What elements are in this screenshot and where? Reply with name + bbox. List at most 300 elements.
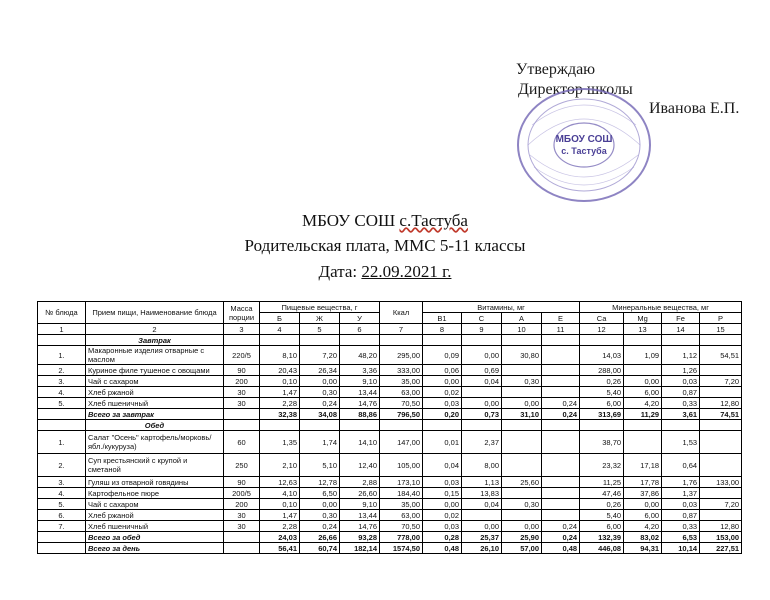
total-value: 10,14 xyxy=(662,543,700,554)
empty-cell xyxy=(38,543,86,554)
value-cell: 0,04 xyxy=(462,499,502,510)
total-value: 182,14 xyxy=(340,543,380,554)
value-cell xyxy=(542,454,580,477)
col-number: 10 xyxy=(502,324,542,335)
value-cell xyxy=(542,488,580,499)
value-cell: 1,13 xyxy=(462,477,502,488)
empty-cell xyxy=(462,420,502,431)
total-value: 88,86 xyxy=(340,409,380,420)
value-cell: 0,00 xyxy=(423,376,462,387)
empty-cell xyxy=(662,420,700,431)
value-cell: 0,87 xyxy=(662,510,700,521)
value-cell: 147,00 xyxy=(380,431,423,454)
value-cell: 0,00 xyxy=(300,376,340,387)
value-cell: 5,40 xyxy=(580,387,624,398)
value-cell: 4,20 xyxy=(624,398,662,409)
total-value: 796,50 xyxy=(380,409,423,420)
dish-number: 7. xyxy=(38,521,86,532)
dish-name: Макаронные изделия отварные с маслом xyxy=(86,346,224,365)
dish-name: Куриное филе тушеное с овощами xyxy=(86,365,224,376)
col-number: 11 xyxy=(542,324,580,335)
total-value: 0,20 xyxy=(423,409,462,420)
value-cell: 14,76 xyxy=(340,521,380,532)
empty-cell xyxy=(542,420,580,431)
value-cell: 6,00 xyxy=(580,521,624,532)
value-cell: 0,06 xyxy=(423,365,462,376)
value-cell: 9,10 xyxy=(340,499,380,510)
value-cell: 0,00 xyxy=(502,521,542,532)
value-cell: 2,88 xyxy=(340,477,380,488)
total-value: 227,51 xyxy=(700,543,742,554)
dish-number: 5. xyxy=(38,499,86,510)
dish-number: 1. xyxy=(38,431,86,454)
total-value: 60,74 xyxy=(300,543,340,554)
value-cell: 30,80 xyxy=(502,346,542,365)
value-cell: 9,10 xyxy=(340,376,380,387)
col-number: 1 xyxy=(38,324,86,335)
stamp-text-bottom: с. Тастуба xyxy=(561,146,607,156)
total-value: 11,29 xyxy=(624,409,662,420)
table-row xyxy=(38,376,742,387)
empty-cell xyxy=(380,420,423,431)
empty-cell xyxy=(580,420,624,431)
value-cell: 12,80 xyxy=(700,521,742,532)
dish-number: 3. xyxy=(38,376,86,387)
school-title xyxy=(0,211,770,231)
value-cell: 4,10 xyxy=(260,488,300,499)
value-cell: 7,20 xyxy=(700,376,742,387)
subtitle: Родительская плата, ММС 5-11 классы xyxy=(244,236,526,255)
value-cell: 0,24 xyxy=(542,521,580,532)
menu-table xyxy=(37,301,742,554)
dish-name: Хлеб ржаной xyxy=(86,387,224,398)
dish-name: Чай с сахаром xyxy=(86,376,224,387)
value-cell: 2,37 xyxy=(462,431,502,454)
value-cell: 3,36 xyxy=(340,365,380,376)
value-cell: 0,00 xyxy=(423,499,462,510)
col-number: 5 xyxy=(300,324,340,335)
value-cell xyxy=(502,387,542,398)
value-cell: 133,00 xyxy=(700,477,742,488)
section-label: Завтрак xyxy=(86,335,224,346)
value-cell: 173,10 xyxy=(380,477,423,488)
total-value: 24,03 xyxy=(260,532,300,543)
header-fe: Fe xyxy=(662,313,700,324)
value-cell xyxy=(502,431,542,454)
header-b1: В1 xyxy=(423,313,462,324)
value-cell: 0,00 xyxy=(300,499,340,510)
header-p: P xyxy=(700,313,742,324)
value-cell: 0,30 xyxy=(300,387,340,398)
value-cell xyxy=(542,499,580,510)
total-value: 6,53 xyxy=(662,532,700,543)
table-row xyxy=(38,398,742,409)
empty-cell xyxy=(224,543,260,554)
value-cell: 0,02 xyxy=(423,510,462,521)
value-cell: 70,50 xyxy=(380,521,423,532)
col-number: 15 xyxy=(700,324,742,335)
total-label: Всего за завтрак xyxy=(86,409,224,420)
value-cell: 1,74 xyxy=(300,431,340,454)
table-row xyxy=(38,346,742,365)
approval-line-director: Директор школы xyxy=(518,81,633,98)
table-row xyxy=(38,499,742,510)
value-cell: 0,26 xyxy=(580,499,624,510)
value-cell: 26,34 xyxy=(300,365,340,376)
portion-mass: 30 xyxy=(224,387,260,398)
value-cell: 38,70 xyxy=(580,431,624,454)
total-value: 32,38 xyxy=(260,409,300,420)
value-cell: 2,10 xyxy=(260,454,300,477)
total-value: 313,69 xyxy=(580,409,624,420)
empty-cell xyxy=(624,335,662,346)
value-cell: 0,00 xyxy=(462,346,502,365)
header-kcal: Ккал xyxy=(380,302,423,324)
value-cell: 12,80 xyxy=(700,398,742,409)
value-cell xyxy=(700,431,742,454)
dish-number: 1. xyxy=(38,346,86,365)
header-ca: Са xyxy=(580,313,624,324)
header-u: У xyxy=(340,313,380,324)
value-cell: 0,09 xyxy=(423,346,462,365)
value-cell: 1,09 xyxy=(624,346,662,365)
table-row xyxy=(38,454,742,477)
value-cell: 4,20 xyxy=(624,521,662,532)
value-cell: 0,00 xyxy=(624,376,662,387)
portion-mass: 220/5 xyxy=(224,346,260,365)
total-value: 57,00 xyxy=(502,543,542,554)
header-vitamins: Витамины, мг xyxy=(423,302,580,313)
value-cell: 184,40 xyxy=(380,488,423,499)
total-value: 1574,50 xyxy=(380,543,423,554)
value-cell: 0,64 xyxy=(662,454,700,477)
col-number: 3 xyxy=(224,324,260,335)
portion-mass: 250 xyxy=(224,454,260,477)
value-cell: 0,00 xyxy=(502,398,542,409)
empty-cell xyxy=(300,420,340,431)
date-line xyxy=(0,262,770,282)
empty-cell xyxy=(580,335,624,346)
value-cell: 8,00 xyxy=(462,454,502,477)
col-number: 6 xyxy=(340,324,380,335)
total-value: 0,73 xyxy=(462,409,502,420)
value-cell: 48,20 xyxy=(340,346,380,365)
value-cell: 6,00 xyxy=(624,510,662,521)
empty-cell xyxy=(38,409,86,420)
empty-cell xyxy=(423,335,462,346)
value-cell: 5,10 xyxy=(300,454,340,477)
header-mass: Масса порции xyxy=(224,302,260,324)
total-value: 74,51 xyxy=(700,409,742,420)
table-row xyxy=(38,521,742,532)
dish-number: 2. xyxy=(38,365,86,376)
total-label: Всего за обед xyxy=(86,532,224,543)
empty-cell xyxy=(300,335,340,346)
value-cell: 6,50 xyxy=(300,488,340,499)
table-row xyxy=(38,488,742,499)
school-prefix: МБОУ СОШ xyxy=(302,211,400,230)
value-cell: 0,00 xyxy=(462,521,502,532)
portion-mass: 90 xyxy=(224,365,260,376)
portion-mass: 200 xyxy=(224,376,260,387)
empty-cell xyxy=(380,335,423,346)
value-cell xyxy=(542,346,580,365)
dish-name: Хлеб пшеничный xyxy=(86,398,224,409)
lunch-section-row xyxy=(38,420,742,431)
date-label: Дата: xyxy=(318,262,362,281)
empty-cell xyxy=(662,335,700,346)
value-cell: 13,44 xyxy=(340,387,380,398)
total-value: 153,00 xyxy=(700,532,742,543)
value-cell: 1,53 xyxy=(662,431,700,454)
portion-mass: 200 xyxy=(224,499,260,510)
value-cell xyxy=(700,488,742,499)
value-cell: 37,86 xyxy=(624,488,662,499)
empty-cell xyxy=(700,335,742,346)
section-spacer xyxy=(38,335,86,346)
empty-cell xyxy=(260,335,300,346)
value-cell xyxy=(502,510,542,521)
portion-mass: 30 xyxy=(224,510,260,521)
dish-number: 2. xyxy=(38,454,86,477)
empty-cell xyxy=(340,335,380,346)
school-stamp xyxy=(512,85,662,205)
value-cell: 35,00 xyxy=(380,499,423,510)
value-cell: 47,46 xyxy=(580,488,624,499)
value-cell xyxy=(462,510,502,521)
dish-number: 4. xyxy=(38,387,86,398)
empty-cell xyxy=(700,420,742,431)
value-cell: 1,47 xyxy=(260,510,300,521)
value-cell: 0,30 xyxy=(502,376,542,387)
dish-number: 5. xyxy=(38,398,86,409)
empty-cell xyxy=(462,335,502,346)
header-zh: Ж xyxy=(300,313,340,324)
table-row xyxy=(38,387,742,398)
value-cell: 54,51 xyxy=(700,346,742,365)
value-cell xyxy=(502,488,542,499)
value-cell: 0,24 xyxy=(300,521,340,532)
value-cell: 7,20 xyxy=(700,499,742,510)
total-value: 25,37 xyxy=(462,532,502,543)
value-cell xyxy=(700,454,742,477)
date-value: 22.09.2021 г. xyxy=(361,262,452,281)
header-c: С xyxy=(462,313,502,324)
value-cell: 1,12 xyxy=(662,346,700,365)
col-number: 2 xyxy=(86,324,224,335)
value-cell: 14,10 xyxy=(340,431,380,454)
table-row xyxy=(38,431,742,454)
value-cell: 0,03 xyxy=(423,477,462,488)
breakfast-total-row xyxy=(38,409,742,420)
header-e: Е xyxy=(542,313,580,324)
total-value: 31,10 xyxy=(502,409,542,420)
empty-cell xyxy=(542,335,580,346)
empty-cell xyxy=(224,420,260,431)
table-row xyxy=(38,477,742,488)
value-cell xyxy=(700,365,742,376)
empty-cell xyxy=(502,420,542,431)
value-cell: 0,15 xyxy=(423,488,462,499)
empty-cell xyxy=(260,420,300,431)
total-value: 0,24 xyxy=(542,532,580,543)
value-cell: 1,37 xyxy=(662,488,700,499)
portion-mass: 60 xyxy=(224,431,260,454)
empty-cell xyxy=(224,409,260,420)
menu-table-body xyxy=(38,335,742,554)
total-value: 83,02 xyxy=(624,532,662,543)
approval-line-approve: Утверждаю xyxy=(516,61,596,78)
value-cell: 11,25 xyxy=(580,477,624,488)
value-cell xyxy=(502,365,542,376)
portion-mass: 30 xyxy=(224,521,260,532)
dish-name: Хлеб ржаной xyxy=(86,510,224,521)
total-value: 0,48 xyxy=(542,543,580,554)
stamp-text-top: МБОУ СОШ xyxy=(555,134,613,145)
value-cell: 288,00 xyxy=(580,365,624,376)
total-value: 94,31 xyxy=(624,543,662,554)
header-mg: Mg xyxy=(624,313,662,324)
value-cell: 105,00 xyxy=(380,454,423,477)
dish-number: 6. xyxy=(38,510,86,521)
portion-mass: 200/5 xyxy=(224,488,260,499)
empty-cell xyxy=(624,420,662,431)
col-number: 9 xyxy=(462,324,502,335)
empty-cell xyxy=(340,420,380,431)
value-cell: 333,00 xyxy=(380,365,423,376)
breakfast-section-row xyxy=(38,335,742,346)
value-cell xyxy=(542,477,580,488)
value-cell: 20,43 xyxy=(260,365,300,376)
value-cell: 26,60 xyxy=(340,488,380,499)
total-value: 778,00 xyxy=(380,532,423,543)
value-cell: 63,00 xyxy=(380,510,423,521)
value-cell: 0,04 xyxy=(423,454,462,477)
dish-name: Салат "Осень" картофель/морковь/ябл./кукуруза) xyxy=(86,431,224,454)
value-cell: 0,69 xyxy=(462,365,502,376)
value-cell xyxy=(542,510,580,521)
dish-name: Гуляш из отварной говядины xyxy=(86,477,224,488)
value-cell xyxy=(542,376,580,387)
value-cell: 0,03 xyxy=(423,398,462,409)
value-cell xyxy=(542,387,580,398)
total-value: 3,61 xyxy=(662,409,700,420)
dish-name: Хлеб пшеничный xyxy=(86,521,224,532)
value-cell: 6,00 xyxy=(624,387,662,398)
value-cell: 0,02 xyxy=(423,387,462,398)
value-cell: 1,35 xyxy=(260,431,300,454)
value-cell: 0,03 xyxy=(662,499,700,510)
value-cell: 0,03 xyxy=(423,521,462,532)
empty-cell xyxy=(423,420,462,431)
value-cell: 1,47 xyxy=(260,387,300,398)
table-row xyxy=(38,365,742,376)
value-cell: 2,28 xyxy=(260,521,300,532)
value-cell: 14,03 xyxy=(580,346,624,365)
col-number: 13 xyxy=(624,324,662,335)
header-name: Прием пищи, Наименование блюда xyxy=(86,302,224,324)
value-cell: 63,00 xyxy=(380,387,423,398)
header-num: № блюда xyxy=(38,302,86,324)
value-cell: 295,00 xyxy=(380,346,423,365)
empty-cell xyxy=(224,532,260,543)
value-cell: 6,00 xyxy=(580,398,624,409)
dish-name: Суп крестьянский с крупой и сметаной xyxy=(86,454,224,477)
total-value: 0,24 xyxy=(542,409,580,420)
total-value: 93,28 xyxy=(340,532,380,543)
value-cell: 25,60 xyxy=(502,477,542,488)
value-cell: 7,20 xyxy=(300,346,340,365)
value-cell: 1,26 xyxy=(662,365,700,376)
value-cell xyxy=(700,387,742,398)
section-label: Обед xyxy=(86,420,224,431)
total-value: 26,66 xyxy=(300,532,340,543)
empty-cell xyxy=(224,335,260,346)
total-value: 56,41 xyxy=(260,543,300,554)
dish-number: 3. xyxy=(38,477,86,488)
header-b: Б xyxy=(260,313,300,324)
value-cell xyxy=(462,387,502,398)
value-cell: 1,76 xyxy=(662,477,700,488)
value-cell: 70,50 xyxy=(380,398,423,409)
total-value: 0,28 xyxy=(423,532,462,543)
table-row xyxy=(38,510,742,521)
value-cell: 17,18 xyxy=(624,454,662,477)
dish-number: 4. xyxy=(38,488,86,499)
portion-mass: 90 xyxy=(224,477,260,488)
empty-cell xyxy=(38,532,86,543)
dish-name: Картофельное пюре xyxy=(86,488,224,499)
value-cell: 35,00 xyxy=(380,376,423,387)
header-a: А xyxy=(502,313,542,324)
value-cell: 0,30 xyxy=(300,510,340,521)
value-cell: 23,32 xyxy=(580,454,624,477)
value-cell xyxy=(542,431,580,454)
value-cell: 0,01 xyxy=(423,431,462,454)
portion-mass: 30 xyxy=(224,398,260,409)
value-cell: 2,28 xyxy=(260,398,300,409)
value-cell xyxy=(624,431,662,454)
approval-line-name: Иванова Е.П. xyxy=(649,100,740,117)
value-cell: 12,40 xyxy=(340,454,380,477)
value-cell: 5,40 xyxy=(580,510,624,521)
value-cell xyxy=(542,365,580,376)
value-cell: 0,30 xyxy=(502,499,542,510)
school-place: с.Тастуба xyxy=(399,211,468,230)
column-number-row xyxy=(38,324,742,335)
value-cell: 0,10 xyxy=(260,499,300,510)
total-value: 132,39 xyxy=(580,532,624,543)
total-value: 34,08 xyxy=(300,409,340,420)
header-nutrients: Пищевые вещества, г xyxy=(260,302,380,313)
empty-cell xyxy=(502,335,542,346)
value-cell xyxy=(700,510,742,521)
total-value: 26,10 xyxy=(462,543,502,554)
col-number: 14 xyxy=(662,324,700,335)
total-value: 446,08 xyxy=(580,543,624,554)
day-total-row xyxy=(38,543,742,554)
value-cell xyxy=(624,365,662,376)
value-cell: 0,00 xyxy=(462,398,502,409)
col-number: 8 xyxy=(423,324,462,335)
value-cell: 0,04 xyxy=(462,376,502,387)
total-label: Всего за день xyxy=(86,543,224,554)
value-cell: 13,44 xyxy=(340,510,380,521)
value-cell: 12,78 xyxy=(300,477,340,488)
value-cell: 0,26 xyxy=(580,376,624,387)
value-cell: 8,10 xyxy=(260,346,300,365)
value-cell: 12,63 xyxy=(260,477,300,488)
